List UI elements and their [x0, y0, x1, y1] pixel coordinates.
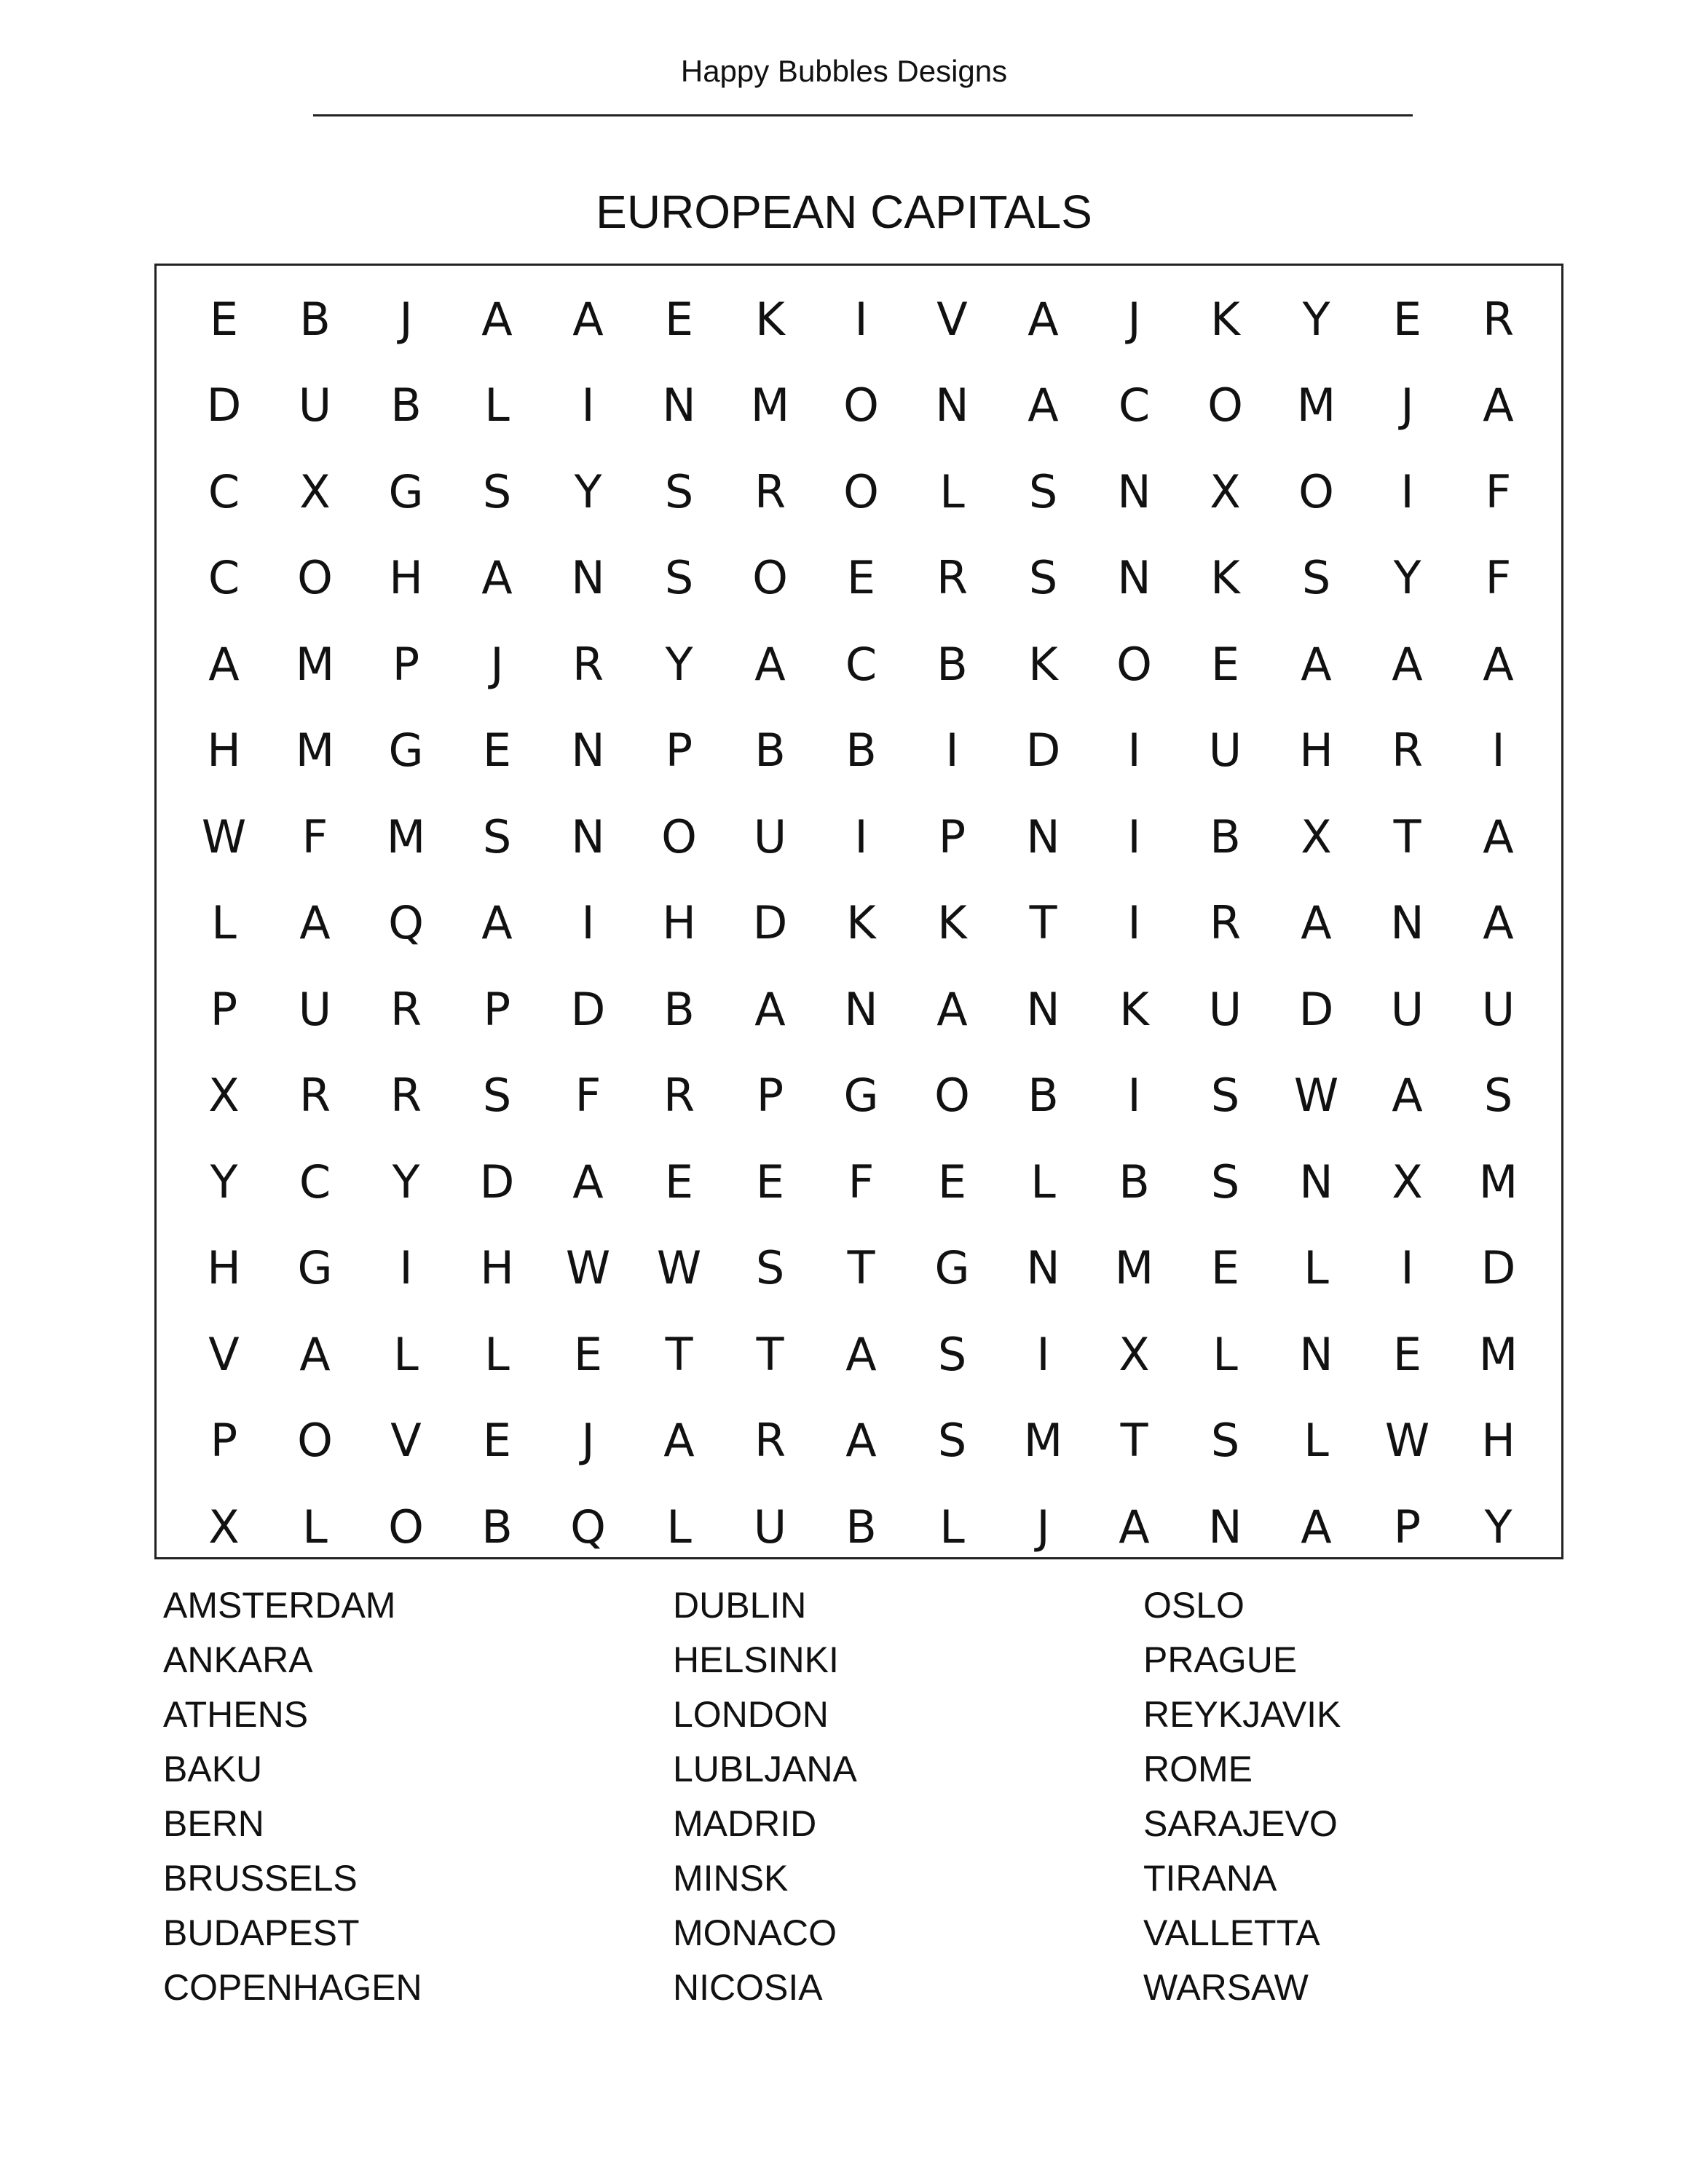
grid-letter[interactable]: I — [399, 1241, 413, 1294]
grid-letter[interactable]: U — [1208, 724, 1242, 777]
grid-letter[interactable]: Q — [570, 1500, 606, 1554]
grid-letter[interactable]: A — [1483, 379, 1514, 432]
grid-letter[interactable]: V — [390, 1414, 422, 1467]
grid-row — [178, 365, 1544, 446]
grid-row — [178, 451, 1544, 531]
grid-letter[interactable]: L — [302, 1500, 328, 1554]
grid-letter[interactable]: O — [297, 1414, 333, 1467]
grid-letter[interactable]: L — [1304, 1414, 1329, 1467]
grid-letter[interactable]: D — [570, 982, 606, 1036]
grid-row — [178, 1314, 1544, 1394]
grid-letter[interactable]: U — [298, 982, 332, 1036]
grid-letter[interactable]: J — [1127, 292, 1141, 346]
grid-letter[interactable]: T — [847, 1241, 875, 1294]
word-list-item: MONACO — [673, 1912, 837, 1953]
grid-row — [178, 1401, 1544, 1481]
grid-letter[interactable]: B — [299, 292, 331, 346]
word-list-item: BRUSSELS — [163, 1858, 358, 1899]
grid-row — [178, 1228, 1544, 1308]
grid-letter[interactable]: A — [481, 292, 513, 346]
word-list-item: ATHENS — [163, 1694, 309, 1735]
word-list-item: AMSTERDAM — [163, 1585, 396, 1626]
grid-letter[interactable]: F — [575, 1069, 602, 1122]
grid-letter[interactable]: A — [1028, 379, 1059, 432]
grid-letter[interactable]: B — [1028, 1069, 1059, 1122]
puzzle-title: EUROPEAN CAPITALS — [596, 186, 1092, 238]
grid-letter[interactable]: M — [295, 637, 335, 691]
word-list-item: HELSINKI — [673, 1639, 839, 1680]
grid-letter[interactable]: K — [1210, 292, 1240, 346]
grid-letter[interactable]: E — [1210, 1241, 1240, 1294]
publisher-header: Happy Bubbles Designs — [680, 54, 1008, 88]
grid-row — [178, 279, 1544, 359]
grid-letter[interactable]: L — [939, 464, 965, 518]
grid-letter[interactable]: A — [1392, 1069, 1423, 1122]
grid-letter[interactable]: K — [846, 896, 876, 949]
word-list-item: TIRANA — [1143, 1858, 1277, 1899]
grid-letter[interactable]: A — [1301, 896, 1332, 949]
word-list-item: MADRID — [673, 1803, 817, 1844]
grid-letter[interactable]: R — [299, 1069, 331, 1122]
grid-letter[interactable]: T — [665, 1327, 693, 1381]
grid-row — [178, 711, 1544, 791]
grid-letter[interactable]: L — [1304, 1241, 1329, 1294]
word-list-item: SARAJEVO — [1143, 1803, 1338, 1844]
grid-letter[interactable]: G — [843, 1069, 879, 1122]
grid-letter[interactable]: I — [1127, 1069, 1141, 1122]
grid-letter[interactable]: J — [399, 292, 413, 346]
grid-letter[interactable]: B — [390, 379, 422, 432]
grid-letter[interactable]: I — [1127, 896, 1141, 949]
grid-letter[interactable]: O — [661, 810, 697, 863]
grid-letter[interactable]: C — [845, 637, 877, 691]
grid-letter[interactable]: O — [843, 464, 879, 518]
grid-letter[interactable]: L — [939, 1500, 965, 1554]
grid-letter[interactable]: Y — [210, 1155, 238, 1208]
grid-letter[interactable]: N — [1117, 551, 1151, 604]
grid-letter[interactable]: O — [297, 551, 333, 604]
grid-row — [178, 883, 1544, 963]
grid-letter[interactable]: E — [573, 1327, 603, 1381]
grid-letter[interactable]: M — [1023, 1414, 1063, 1467]
grid-letter[interactable]: L — [1030, 1155, 1056, 1208]
grid-letter[interactable]: A — [299, 1327, 331, 1381]
grid-letter[interactable]: O — [843, 379, 879, 432]
grid-letter[interactable]: N — [662, 379, 696, 432]
grid-letter[interactable]: P — [210, 982, 238, 1036]
grid-letter[interactable]: P — [938, 810, 966, 863]
grid-letter[interactable]: R — [754, 1414, 786, 1467]
grid-letter[interactable]: F — [301, 810, 328, 863]
word-list-item: ROME — [1143, 1749, 1253, 1789]
grid-letter[interactable]: R — [1391, 724, 1424, 777]
grid-letter[interactable]: K — [1119, 982, 1149, 1036]
word-list-item: COPENHAGEN — [163, 1967, 422, 2008]
grid-letter[interactable]: L — [1212, 1327, 1238, 1381]
header-divider — [313, 114, 1413, 116]
grid-letter[interactable]: Y — [574, 464, 602, 518]
grid-letter[interactable]: B — [845, 1500, 877, 1554]
grid-letter[interactable]: H — [1481, 1414, 1515, 1467]
grid-letter[interactable]: N — [571, 551, 605, 604]
grid-row — [178, 1487, 1544, 1567]
grid-letter[interactable]: N — [1390, 896, 1424, 949]
grid-letter[interactable]: D — [1025, 724, 1061, 777]
grid-letter[interactable]: A — [1392, 637, 1423, 691]
grid-letter[interactable]: R — [1209, 896, 1242, 949]
grid-letter[interactable]: V — [936, 292, 968, 346]
word-list-item: MINSK — [673, 1858, 789, 1899]
grid-letter[interactable]: G — [297, 1241, 333, 1294]
grid-letter[interactable]: P — [392, 637, 420, 691]
grid-letter[interactable]: B — [845, 724, 877, 777]
grid-letter[interactable]: U — [753, 1500, 787, 1554]
grid-letter[interactable]: S — [1483, 1069, 1513, 1122]
word-list-item: WARSAW — [1143, 1967, 1309, 2008]
word-list-item: LONDON — [673, 1694, 829, 1735]
grid-letter[interactable]: A — [572, 1155, 604, 1208]
grid-letter[interactable]: I — [854, 292, 868, 346]
grid-letter[interactable]: O — [388, 1500, 424, 1554]
grid-letter[interactable]: N — [1026, 810, 1060, 863]
grid-letter[interactable]: S — [482, 810, 512, 863]
word-list-column — [673, 1578, 1110, 2015]
grid-letter[interactable]: H — [389, 551, 423, 604]
grid-letter[interactable]: C — [208, 464, 240, 518]
grid-letter[interactable]: A — [572, 292, 604, 346]
grid-letter[interactable]: I — [1127, 810, 1141, 863]
grid-row — [178, 796, 1544, 877]
grid-letter[interactable]: O — [1298, 464, 1334, 518]
grid-letter[interactable]: N — [935, 379, 969, 432]
grid-letter[interactable]: V — [208, 1327, 240, 1381]
word-list-item: DUBLIN — [673, 1585, 807, 1626]
grid-letter[interactable]: A — [1301, 637, 1332, 691]
grid-letter[interactable]: X — [1119, 1327, 1150, 1381]
grid-letter[interactable]: H — [480, 1241, 514, 1294]
grid-letter[interactable]: X — [1210, 464, 1241, 518]
grid-letter[interactable]: N — [844, 982, 878, 1036]
grid-letter[interactable]: S — [937, 1327, 967, 1381]
grid-letter[interactable]: U — [1390, 982, 1424, 1036]
grid-letter[interactable]: J — [1036, 1500, 1050, 1554]
grid-letter[interactable]: S — [482, 1069, 512, 1122]
grid-letter[interactable]: S — [1028, 464, 1058, 518]
grid-letter[interactable]: A — [1301, 1500, 1332, 1554]
grid-letter[interactable]: I — [1400, 1241, 1414, 1294]
grid-letter[interactable]: H — [1299, 724, 1333, 777]
grid-letter[interactable]: C — [1118, 379, 1151, 432]
grid-letter[interactable]: E — [1392, 1327, 1422, 1381]
grid-letter[interactable]: F — [1485, 551, 1512, 604]
grid-letter[interactable]: A — [1119, 1500, 1150, 1554]
word-list — [163, 1578, 1547, 2015]
grid-letter[interactable]: T — [1120, 1414, 1148, 1467]
grid-letter[interactable]: L — [211, 896, 237, 949]
grid-letter[interactable]: N — [1026, 982, 1060, 1036]
grid-letter[interactable]: G — [388, 464, 424, 518]
grid-letter[interactable]: W — [1384, 1414, 1430, 1467]
grid-letter[interactable]: E — [664, 1155, 694, 1208]
grid-letter[interactable]: K — [1210, 551, 1240, 604]
grid-letter[interactable]: I — [1400, 464, 1414, 518]
grid-letter[interactable]: M — [1114, 1241, 1154, 1294]
grid-letter[interactable]: R — [663, 1069, 695, 1122]
grid-letter[interactable]: E — [1392, 292, 1422, 346]
grid-letter[interactable]: N — [1299, 1155, 1333, 1208]
grid-letter[interactable]: O — [934, 1069, 970, 1122]
grid-letter[interactable]: P — [483, 982, 511, 1036]
grid-letter[interactable]: I — [854, 810, 868, 863]
grid-letter[interactable]: M — [386, 810, 426, 863]
grid-letter[interactable]: S — [482, 464, 512, 518]
grid-letter[interactable]: J — [1400, 379, 1414, 432]
grid-letter[interactable]: D — [1298, 982, 1334, 1036]
word-list-item: OSLO — [1143, 1585, 1245, 1626]
grid-letter[interactable]: L — [484, 379, 510, 432]
grid-letter[interactable]: A — [936, 982, 968, 1036]
grid-letter[interactable]: D — [1480, 1241, 1516, 1294]
grid-letter[interactable]: F — [848, 1155, 875, 1208]
grid-letter[interactable]: O — [1207, 379, 1243, 432]
grid-letter[interactable]: W — [201, 810, 247, 863]
grid-letter[interactable]: M — [295, 724, 335, 777]
grid-letter[interactable]: U — [1481, 982, 1515, 1036]
grid-row — [178, 1056, 1544, 1136]
grid-letter[interactable]: R — [1482, 292, 1515, 346]
grid-letter[interactable]: I — [945, 724, 959, 777]
grid-letter[interactable]: N — [1117, 464, 1151, 518]
grid-letter[interactable]: P — [665, 724, 693, 777]
grid-letter[interactable]: B — [481, 1500, 513, 1554]
grid-letter[interactable]: M — [1478, 1155, 1518, 1208]
grid-letter[interactable]: P — [756, 1069, 784, 1122]
grid-letter[interactable]: A — [299, 896, 331, 949]
grid-letter[interactable]: E — [937, 1155, 967, 1208]
grid-letter[interactable]: N — [1299, 1327, 1333, 1381]
grid-letter[interactable]: E — [482, 1414, 512, 1467]
grid-letter[interactable]: L — [393, 1327, 419, 1381]
grid-letter[interactable]: A — [1028, 292, 1059, 346]
grid-letter[interactable]: K — [937, 896, 967, 949]
grid-letter[interactable]: D — [752, 896, 788, 949]
grid-letter[interactable]: M — [1478, 1327, 1518, 1381]
grid-letter[interactable]: L — [666, 1500, 692, 1554]
grid-letter[interactable]: X — [208, 1500, 240, 1554]
word-list-item: LUBLJANA — [673, 1749, 857, 1789]
grid-letter[interactable]: A — [754, 637, 786, 691]
word-list-item: REYKJAVIK — [1143, 1694, 1341, 1735]
grid-letter[interactable]: R — [936, 551, 969, 604]
grid-letter[interactable]: B — [754, 724, 786, 777]
grid-letter[interactable]: A — [481, 896, 513, 949]
grid-letter[interactable]: G — [388, 724, 424, 777]
grid-letter[interactable]: P — [1393, 1500, 1421, 1554]
grid-letter[interactable]: O — [752, 551, 788, 604]
grid-letter[interactable]: S — [1210, 1155, 1240, 1208]
grid-letter[interactable]: Y — [665, 637, 693, 691]
grid-letter[interactable]: J — [490, 637, 504, 691]
grid-letter[interactable]: Y — [1393, 551, 1421, 604]
word-list-item: VALLETTA — [1143, 1912, 1320, 1953]
grid-letter[interactable]: G — [934, 1241, 970, 1294]
grid-letter[interactable]: N — [571, 810, 605, 863]
grid-letter[interactable]: T — [1393, 810, 1421, 863]
grid-letter[interactable]: W — [1293, 1069, 1339, 1122]
grid-letter[interactable]: Q — [388, 896, 424, 949]
grid-letter[interactable]: A — [845, 1327, 877, 1381]
grid-letter[interactable]: M — [1296, 379, 1336, 432]
grid-letter[interactable]: X — [208, 1069, 240, 1122]
grid-letter[interactable]: P — [210, 1414, 238, 1467]
grid-letter[interactable]: R — [754, 464, 786, 518]
grid-letter[interactable]: W — [565, 1241, 611, 1294]
grid-letter[interactable]: S — [937, 1414, 967, 1467]
word-list-item: BERN — [163, 1803, 264, 1844]
grid-letter[interactable]: K — [1028, 637, 1058, 691]
grid-letter[interactable]: N — [1026, 1241, 1060, 1294]
grid-letter[interactable]: E — [664, 292, 694, 346]
grid-letter[interactable]: N — [571, 724, 605, 777]
grid-letter[interactable]: X — [299, 464, 331, 518]
grid-letter[interactable]: R — [390, 1069, 422, 1122]
grid-letter[interactable]: D — [206, 379, 242, 432]
grid-letter[interactable]: E — [482, 724, 512, 777]
grid-letter[interactable]: O — [1116, 637, 1152, 691]
grid-letter[interactable]: A — [1483, 896, 1514, 949]
grid-letter[interactable]: K — [755, 292, 785, 346]
grid-letter[interactable]: J — [581, 1414, 595, 1467]
grid-letter[interactable]: B — [1210, 810, 1241, 863]
grid-letter[interactable]: U — [1208, 982, 1242, 1036]
grid-letter[interactable]: T — [1029, 896, 1057, 949]
grid-letter[interactable]: B — [1119, 1155, 1150, 1208]
grid-letter[interactable]: A — [754, 982, 786, 1036]
grid-row — [178, 538, 1544, 618]
grid-letter[interactable]: U — [298, 379, 332, 432]
grid-row — [178, 624, 1544, 704]
word-list-item: PRAGUE — [1143, 1639, 1298, 1680]
grid-letter[interactable]: A — [208, 637, 240, 691]
grid-letter[interactable]: Y — [1484, 1500, 1513, 1554]
grid-letter[interactable]: I — [1491, 724, 1505, 777]
grid-letter[interactable]: R — [572, 637, 604, 691]
grid-letter[interactable]: T — [756, 1327, 784, 1381]
grid-letter[interactable]: E — [209, 292, 239, 346]
grid-letter[interactable]: S — [664, 551, 694, 604]
grid-letter[interactable]: S — [1301, 551, 1331, 604]
grid-letter[interactable]: C — [208, 551, 240, 604]
grid-letter[interactable]: Y — [1302, 292, 1330, 346]
grid-letter[interactable]: A — [845, 1414, 877, 1467]
grid-row — [178, 1142, 1544, 1222]
grid-letter[interactable]: S — [755, 1241, 785, 1294]
grid-letter[interactable]: A — [1483, 637, 1514, 691]
grid-letter[interactable]: X — [1392, 1155, 1423, 1208]
grid-letter[interactable]: S — [1028, 551, 1058, 604]
grid-letter[interactable]: S — [1210, 1414, 1240, 1467]
grid-row — [178, 969, 1544, 1049]
grid-letter[interactable]: A — [481, 551, 513, 604]
grid-letter[interactable]: X — [1301, 810, 1332, 863]
grid-letter[interactable]: S — [1210, 1069, 1240, 1122]
word-list-item: NICOSIA — [673, 1967, 823, 2008]
grid-letter[interactable]: H — [207, 1241, 241, 1294]
grid-letter[interactable]: H — [207, 724, 241, 777]
grid-letter[interactable]: B — [663, 982, 695, 1036]
grid-letter[interactable]: A — [663, 1414, 695, 1467]
grid-letter[interactable]: U — [753, 810, 787, 863]
grid-letter[interactable]: Y — [392, 1155, 420, 1208]
grid-letter[interactable]: N — [1208, 1500, 1242, 1554]
grid-letter[interactable]: F — [1485, 464, 1512, 518]
grid-letter[interactable]: C — [299, 1155, 331, 1208]
word-list-item: BUDAPEST — [163, 1912, 360, 1953]
grid-letter[interactable]: S — [664, 464, 694, 518]
grid-letter[interactable]: E — [1210, 637, 1240, 691]
word-list-column — [163, 1578, 600, 2015]
word-list-item: ANKARA — [163, 1639, 313, 1680]
grid-letter[interactable]: B — [936, 637, 968, 691]
grid-letter[interactable]: I — [1127, 724, 1141, 777]
grid-letter[interactable]: H — [662, 896, 696, 949]
letter-grid — [154, 264, 1563, 1559]
word-list-column — [1143, 1578, 1580, 2015]
grid-letter[interactable]: M — [750, 379, 790, 432]
grid-letter[interactable]: A — [1483, 810, 1514, 863]
grid-letter[interactable]: I — [581, 896, 595, 949]
grid-letter[interactable]: D — [479, 1155, 515, 1208]
word-list-item: BAKU — [163, 1749, 263, 1789]
grid-letter[interactable]: E — [755, 1155, 785, 1208]
grid-letter[interactable]: R — [390, 982, 422, 1036]
grid-letter[interactable]: L — [484, 1327, 510, 1381]
grid-letter[interactable]: W — [656, 1241, 702, 1294]
grid-letter[interactable]: I — [1036, 1327, 1050, 1381]
grid-letter[interactable]: I — [581, 379, 595, 432]
grid-letter[interactable]: E — [846, 551, 876, 604]
